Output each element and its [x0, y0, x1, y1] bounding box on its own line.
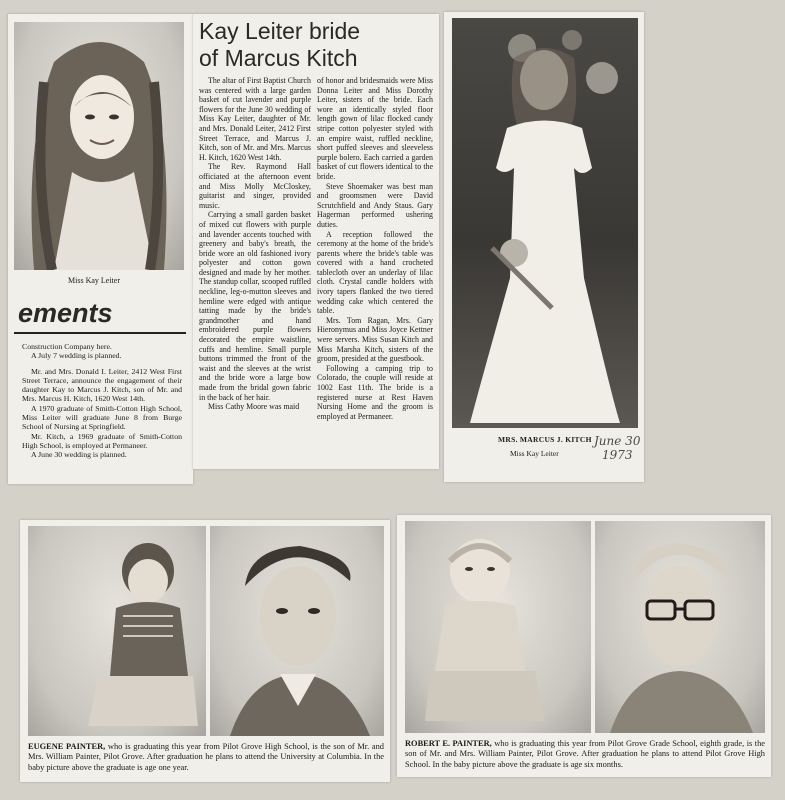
- article-paragraph: of honor and bridesmaids were Miss Donna Leiter and Miss Dorothy Leiter, sisters of the bride. Each wore an identically styled floor length gown of lilac flocked candy stripe cotton polyester styled with an empire waist, ruffled neckline, short puffed sleeves and sleeveless purple bolero. Each carried a garden basket of cut flowers identical to the bride.: [317, 76, 433, 181]
- eugene-baby-photo: [28, 526, 206, 736]
- portrait-caption: Miss Kay Leiter: [68, 276, 120, 285]
- robert-bio: [405, 739, 765, 770]
- eugene-painter-clipping: [20, 520, 390, 782]
- handwritten-name: Miss Kay Leiter: [510, 449, 559, 458]
- article-paragraph: Miss Cathy Moore was maid: [208, 402, 300, 412]
- article-paragraph: Steve Shoemaker was best man and groomsmen were David Scrutchfield and Andy Staus. Gary Hagerman performed ushering duties.: [317, 181, 433, 229]
- engagement-paragraph: A June 30 wedding is planned.: [31, 450, 127, 460]
- engagement-line: A July 7 wedding is planned.: [31, 351, 122, 361]
- engagement-paragraph: Mr. Kitch, a 1969 graduate of Smith-Cotton High School, is employed at Permaneer.: [22, 431, 182, 450]
- bride-clipping: [444, 12, 644, 482]
- article-paragraph: Carrying a small garden basket of mixed cut flowers with purple and lavender accents touched with greenery and baby's breath, the bride wore an old fashioned ivory polyester and cotton gown designed and made by her mother. The standup collar, scooped ruffled neckline, leg-o-mutton sleeves and hemline were edged with antique tatting made by the bride's grandmother and hand embroidered purple flowers decorated the empire waistline, cuffs and hemline. Small purple buttons trimmed the front of the waist and the sleeves at the wrist and the bride wore a large bow made from the bridal gown fabric in the back of her hair.: [199, 210, 311, 402]
- headline-line: of Marcus Kitch: [199, 45, 358, 71]
- robert-baby-photo: [405, 521, 591, 733]
- eugene-text: who is graduating this year from Pilot Grove High School, is the son of Mr. and Mrs. William Painter, Pilot Grove. After graduation he plans to attend the University at Columbia. In the baby picture above the graduate is age one year.: [28, 742, 384, 772]
- robert-senior-photo: [595, 521, 765, 733]
- baby-illustration: [405, 521, 591, 733]
- robert-painter-clipping: [397, 515, 771, 777]
- wedding-column-2: [317, 76, 433, 421]
- baby-illustration: [28, 526, 206, 736]
- article-paragraph: A reception followed the ceremony at the home of the bride's parents where the bride's table was covered with a hand crocheted tablecloth over an underlay of lilac cloth. Crystal candle holders with ivory tapers flanked the two tiered wedding cake which centered the table.: [317, 229, 433, 316]
- engagement-text: [22, 342, 182, 460]
- wedding-article: [193, 14, 439, 469]
- engagement-line: Construction Company here.: [22, 342, 112, 351]
- wedding-headline: [199, 18, 360, 72]
- eugene-bio: [28, 742, 384, 773]
- kay-leiter-portrait: [14, 22, 184, 270]
- portrait-illustration: [14, 22, 184, 270]
- bride-caption: MRS. MARCUS J. KITCH: [498, 435, 592, 444]
- headline-line: Kay Leiter bride: [199, 18, 361, 44]
- wedding-column-1: [199, 76, 311, 412]
- engagement-paragraph: A 1970 graduate of Smith-Cotton High School, Miss Leiter will graduate June 8 from Burge School of Nursing at Springfield.: [22, 403, 182, 432]
- eugene-name: EUGENE PAINTER,: [28, 742, 106, 751]
- handwritten-date: [594, 434, 640, 462]
- robert-text: who is graduating this year from Pilot Grove Grade School, eighth grade, is the son of Mr. and Mrs. William Painter, Pilot Grove. After graduation he plans to attend Pilot Grove High School. In the baby picture above the graduate is age six months.: [405, 739, 766, 769]
- portrait-illustration: [210, 526, 384, 736]
- divider: [14, 332, 186, 334]
- article-paragraph: Following a camping trip to Colorado, the couple will reside at 1002 East 11th. The bride is a registered nurse at Rest Haven Nursing Home and the groom is employed at Permaneer.: [317, 363, 433, 421]
- article-paragraph: Mrs. Tom Ragan, Mrs. Gary Hieronymus and Miss Joyce Kettner were servers. Miss Susan Kitch and Miss Marsha Kitch, sisters of the groom, presided at the guestbook.: [317, 315, 433, 364]
- article-paragraph: The Rev. Raymond Hall officiated at the afternoon event and Miss Molly McCloskey, guitarist and singer, provided music.: [199, 162, 311, 210]
- bride-photo: [452, 18, 638, 428]
- eugene-senior-photo: [210, 526, 384, 736]
- robert-name: ROBERT E. PAINTER,: [405, 739, 492, 748]
- handwritten-date-line: June 30: [594, 434, 641, 448]
- engagement-paragraph: Mr. and Mrs. Donald I. Leiter, 2412 West First Street Terrace, announce the engagement of their daughter Kay to Marcus J. Kitch, son of Mr. and Mrs. Marcus H. Kitch, 1620 West 14th.: [22, 366, 182, 404]
- bride-illustration: [452, 18, 638, 428]
- engagement-clipping: [8, 14, 193, 484]
- article-paragraph: The altar of First Baptist Church was centered with a large garden basket of cut lavender and purple flowers for the June 30 wedding of Miss Kay Leiter, daughter of Mr. and Mrs. Donald Leiter, 2412 First Street Terrace, and Marcus J. Kitch, son of Mr. and Mrs. Marcus H. Kitch, 1620 West 14th.: [199, 76, 311, 162]
- portrait-illustration: [595, 521, 765, 733]
- handwritten-date-line: 1973: [602, 448, 633, 462]
- section-fragment: ements: [18, 298, 113, 328]
